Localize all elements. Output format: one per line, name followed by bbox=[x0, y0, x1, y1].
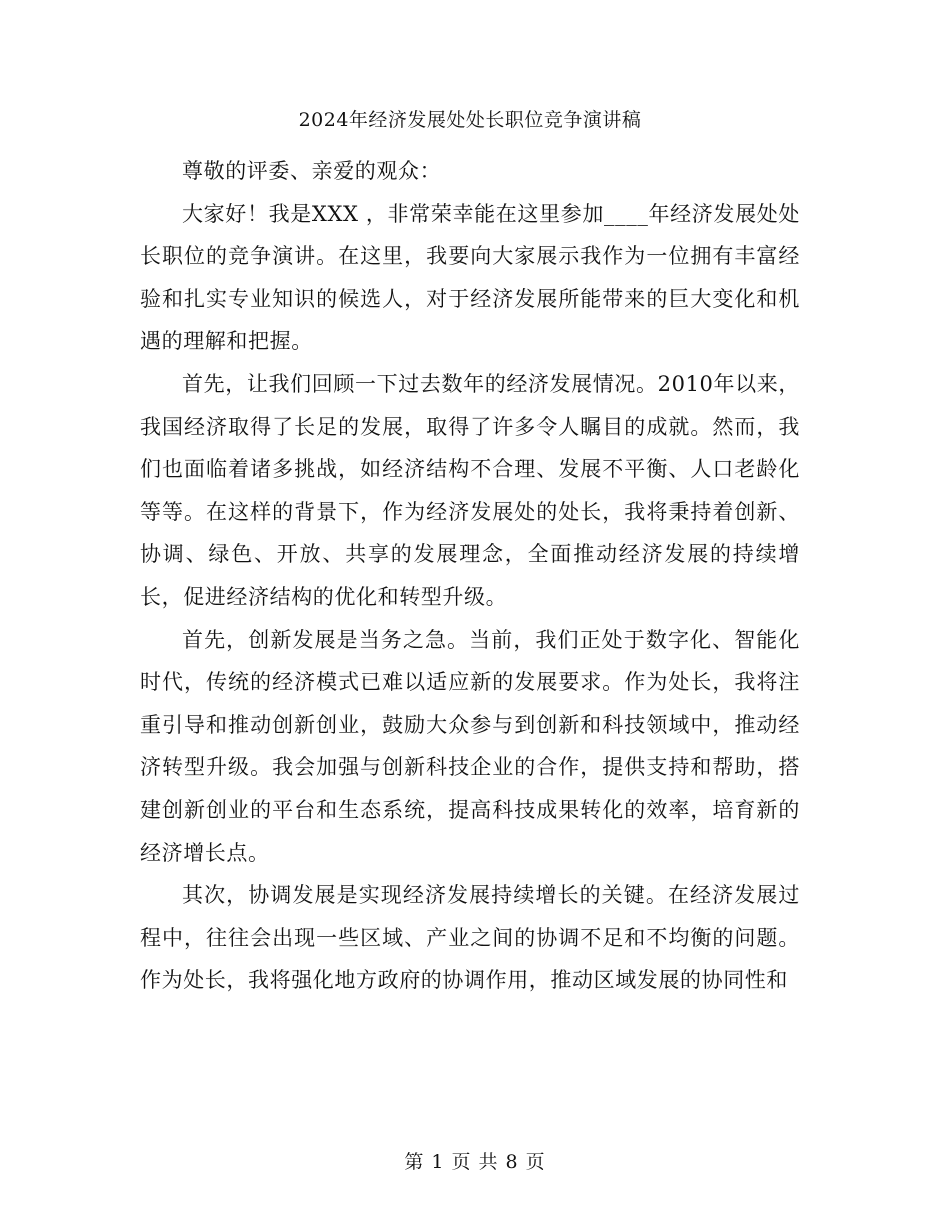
innovation-paragraph: 首先，创新发展是当务之急。当前，我们正处于数字化、智能化时代，传统的经济模式已难以适应新的发展要求。作为处长，我将注重引导和推动创新创业，鼓励大众参与到创新和科技领域中，推动经济转型升级。我会加强与创新科技企业的合作，提供支持和帮助，搭建创新创业的平台和生态系统，提高科技成果转化的效率，培育新的经济增长点。 bbox=[140, 627, 800, 865]
greeting-paragraph: 大家好！我是XXX ，非常荣幸能在这里参加____年经济发展处处长职位的竞争演讲。在这里，我要向大家展示我作为一位拥有丰富经验和扎实专业知识的候选人，对于经济发展所能带来的巨大变化和机遇的理解和把握。 bbox=[140, 201, 800, 354]
document-title: 2024年经济发展处处长职位竞争演讲稿 bbox=[298, 109, 642, 131]
coordination-paragraph: 其次，协调发展是实现经济发展持续增长的关键。在经济发展过程中，往往会出现一些区域、产业之间的协调不足和不均衡的问题。作为处长，我将强化地方政府的协调作用，推动区域发展的协同性和 bbox=[140, 883, 800, 993]
document-body bbox=[140, 150, 800, 1002]
page-number-footer: 第 1 页 共 8 页 bbox=[404, 1151, 546, 1173]
review-paragraph: 首先，让我们回顾一下过去数年的经济发展情况。2010年以来，我国经济取得了长足的发展，取得了许多令人瞩目的成就。然而，我们也面临着诸多挑战，如经济结构不合理、发展不平衡、人口老龄化等等。在这样的背景下，作为经济发展处的处长，我将秉持着创新、协调、绿色、开放、共享的发展理念，全面推动经济发展的持续增长，促进经济结构的优化和转型升级。 bbox=[140, 371, 800, 609]
salutation-paragraph: 尊敬的评委、亲爱的观众： bbox=[182, 159, 442, 183]
